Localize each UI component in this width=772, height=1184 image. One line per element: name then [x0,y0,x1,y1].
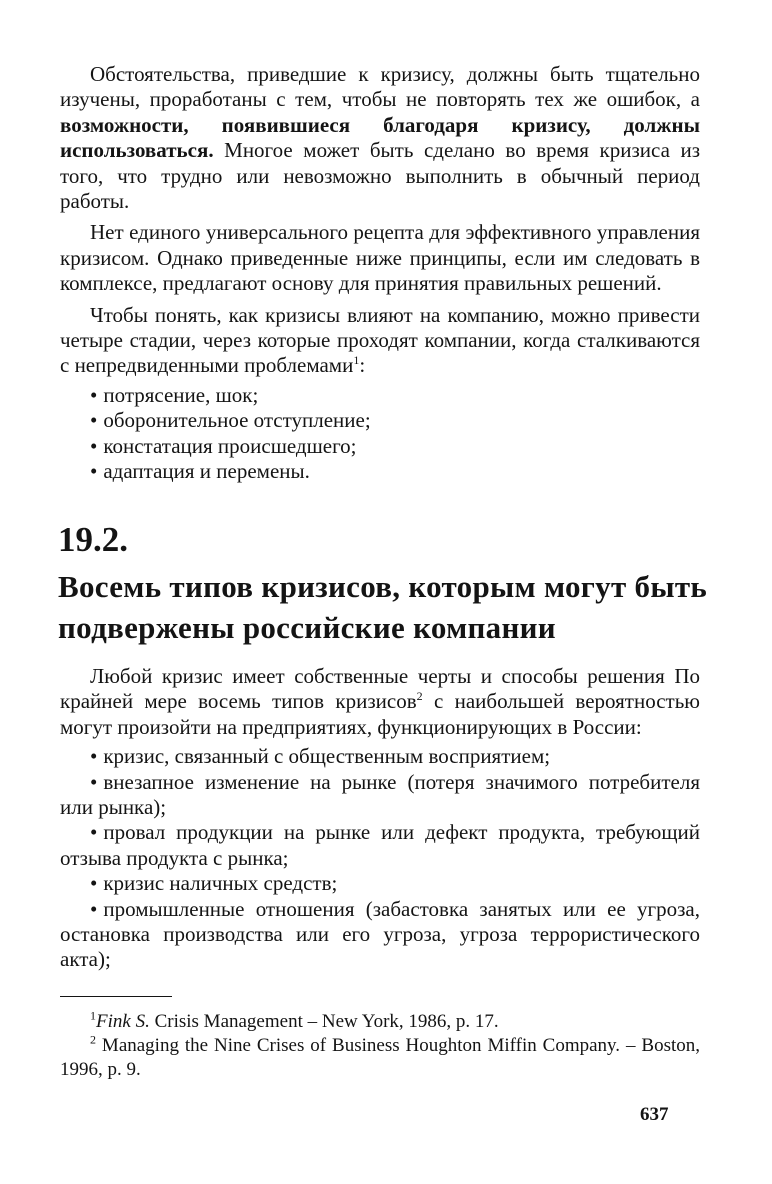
list-item [60,383,700,408]
section-paragraph-start: Любой кризис имеет собственные черты и способы решения По крайней мере восемь типов кризисов [60,664,700,714]
list-item-text: промышленные отношения (забастовка занятых или ее угроза, остановка производства или его угроза, угроза террористического акта); [60,896,700,972]
footnote-ref-1: 1 [353,353,360,368]
paragraph-1-bold: возможности, появившиеся благодаря кризису, должны использоваться. [60,112,700,163]
section-number: 19.2. [58,520,128,559]
bullet-icon: • [90,408,98,433]
list-item [60,871,700,896]
list-item [60,820,700,871]
paragraph-2: Нет единого универсального рецепта для эффективного управления кризисом. Однако приведенные ниже принципы, если им следовать в комплексе, предлагают основу для принятия правильных решений. [60,220,700,296]
bullet-icon: • [90,459,98,484]
footnote-1 [60,1010,700,1034]
paragraph-1-start: Обстоятельства, приведшие к кризису, должны быть тщательно изучены, проработаны с тем, чтобы не повторять тех же ошибок, а [60,62,700,112]
top-text [60,62,700,485]
paragraph-1 [60,62,700,214]
bullet-icon: • [90,769,98,794]
bullet-icon: • [90,871,98,896]
list-item [60,434,700,459]
section-title: Восемь типов кризисов, которым могут быть подвержены российские компании [58,569,708,645]
section-paragraph-end: с наибольшей вероятностью могут произойти на предприятиях, функционирующих в России: [60,689,700,739]
bullet-icon: • [90,820,98,845]
footnote-1-mark: 1 [90,1008,96,1023]
footnote-2-text: Managing the Nine Crises of Business Houghton Miffin Company. – Boston, 1996, p. 9. [60,1035,700,1080]
section-body [60,664,700,973]
footnote-ref-2: 2 [416,689,423,704]
paragraph-3-text: Чтобы понять, как кризисы влияют на компанию, можно привести четыре стадии, через которые проходят компании, когда сталкиваются с непредвиденными проблемами [60,302,700,378]
stages-list [60,383,700,485]
list-item-text: кризис, связанный с общественным восприятием; [103,744,551,769]
list-item-text: кризис наличных средств; [103,871,338,896]
list-item [60,744,700,769]
list-item [60,408,700,433]
list-item-text: оборонительное отступление; [103,408,371,433]
bullet-icon: • [90,896,98,921]
paragraph-1-end: Многое может быть сделано во время кризиса из того, что трудно или невозможно выполнить в обычный период работы. [60,138,700,214]
list-item [60,459,700,484]
list-item [60,897,700,973]
footnote-1-author: Fink S. [96,1011,150,1032]
footnote-2 [60,1034,700,1082]
list-item-text: констатация происшедшего; [103,433,357,458]
list-item-text: адаптация и перемены. [103,459,310,484]
bullet-icon: • [90,744,98,769]
list-item-text: провал продукции на рынке или дефект продукта, требующий отзыва продукта с рынка; [60,820,700,870]
crisis-types-list [60,744,700,973]
bullet-icon: • [90,382,98,407]
paragraph-3 [60,303,700,379]
list-item [60,770,700,821]
list-item-text: потрясение, шок; [103,382,259,407]
list-item-text: внезапное изменение на рынке (потеря значимого потребителя или рынка); [60,769,700,820]
footnote-divider [60,996,172,997]
page-number: 637 [640,1104,669,1125]
section-paragraph [60,664,700,740]
bullet-icon: • [90,433,98,458]
footnote-2-mark: 2 [90,1032,96,1047]
paragraph-3-colon: : [359,353,366,378]
footnote-1-text: Crisis Management – New York, 1986, p. 17. [149,1011,499,1032]
footnotes [60,1010,700,1082]
